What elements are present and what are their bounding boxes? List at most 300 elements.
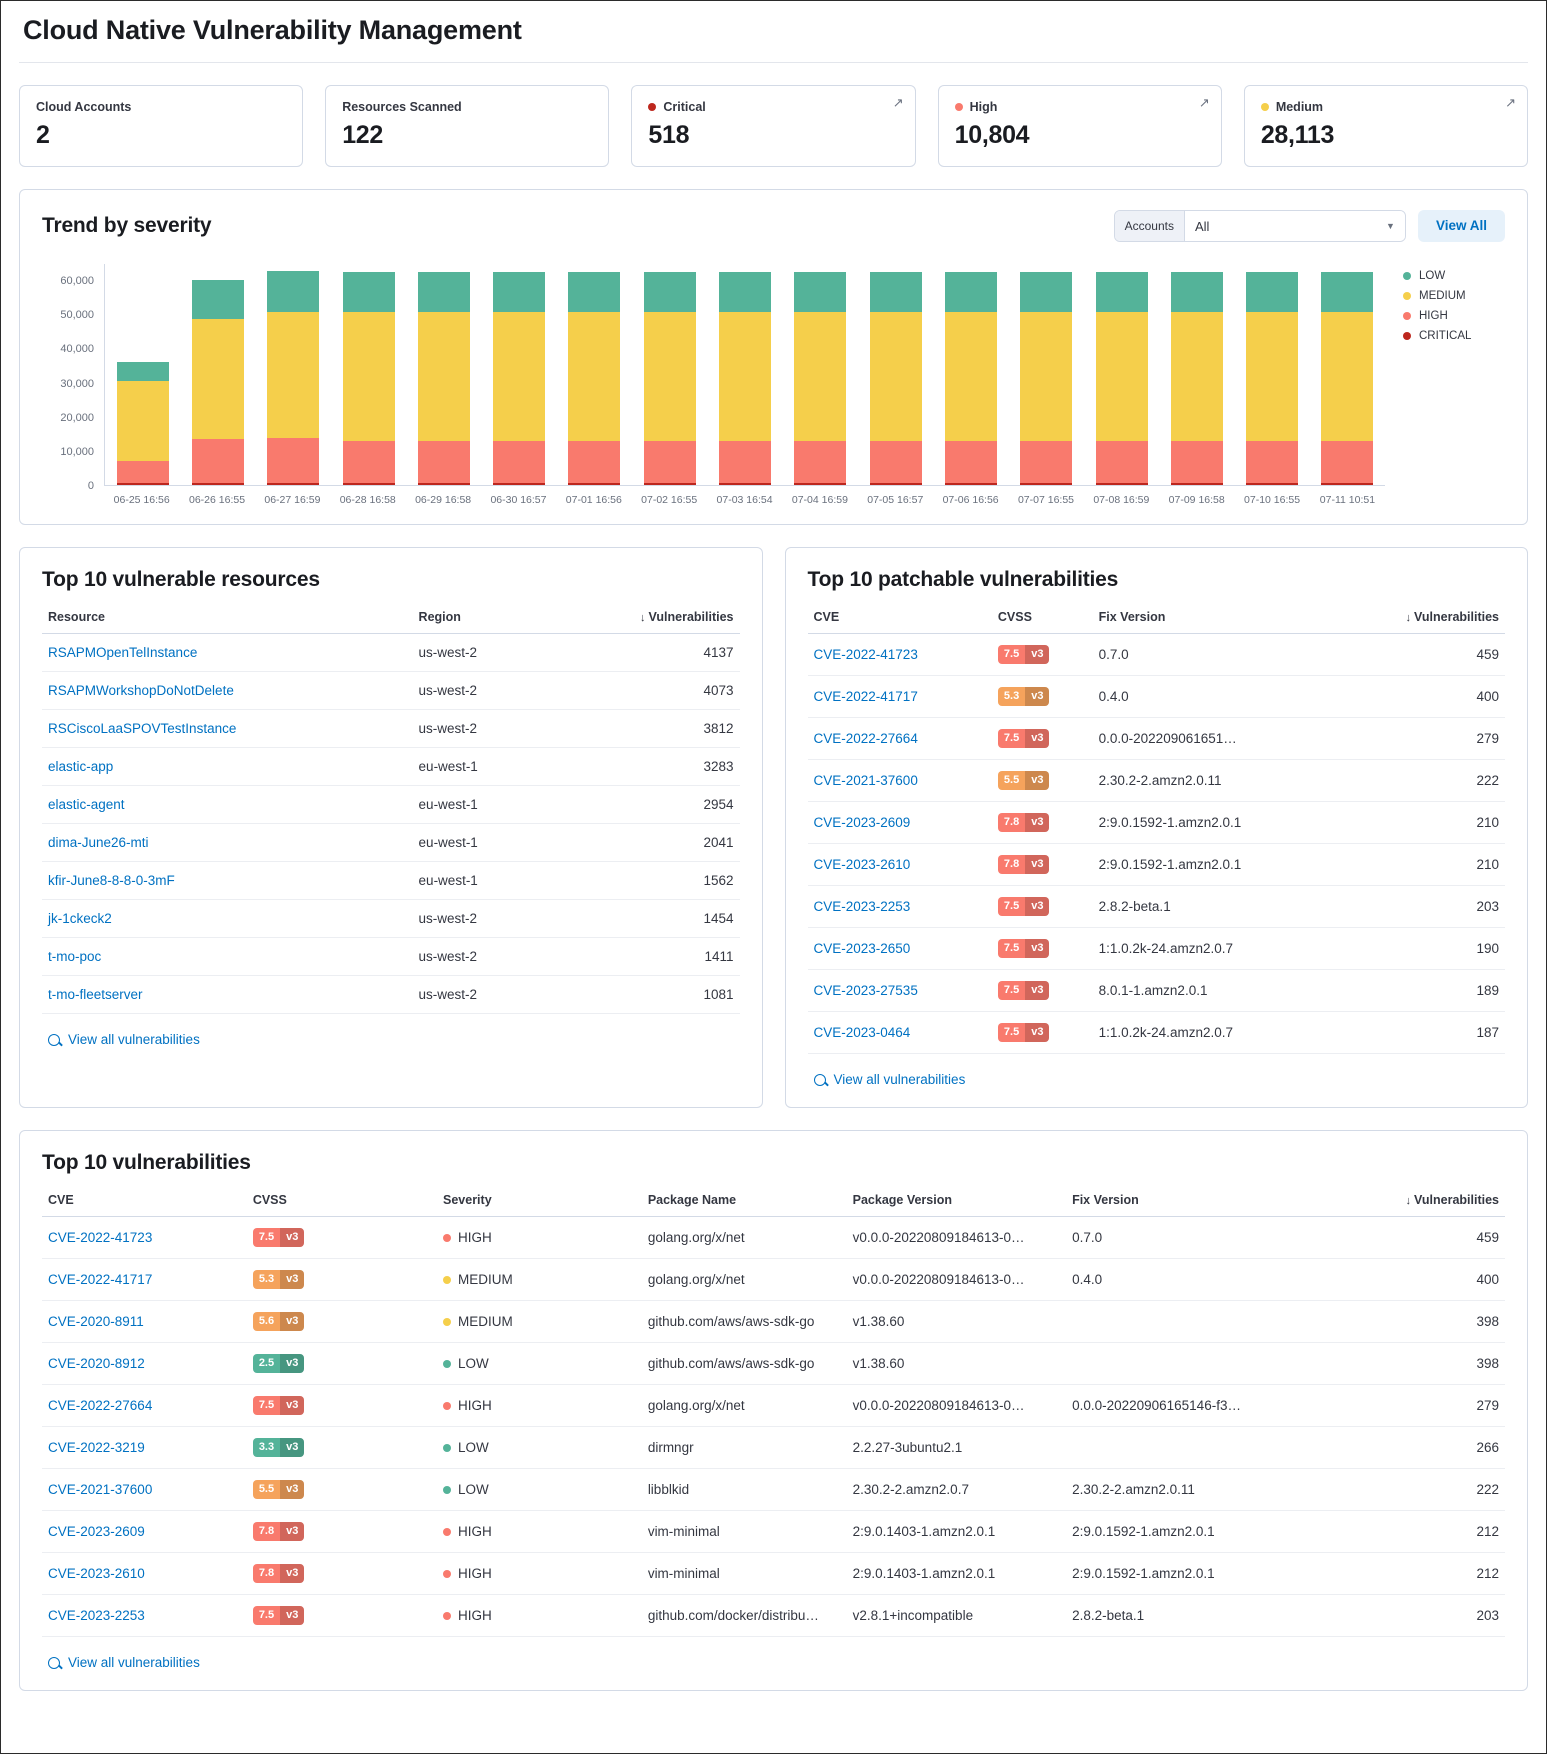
cvss-version: v3 — [280, 1270, 304, 1289]
package-name-cell: github.com/aws/aws-sdk-go — [642, 1343, 847, 1385]
table-row — [42, 786, 740, 824]
bar-segment-low — [1096, 272, 1148, 313]
cvss-cell — [247, 1553, 437, 1595]
vulnerabilities-view-all-link[interactable] — [42, 1637, 1505, 1672]
bar-segment-medium — [1171, 312, 1223, 441]
bar-segment-low — [1246, 272, 1298, 313]
patchable-panel-title: Top 10 patchable vulnerabilities — [807, 568, 1119, 591]
resource-link[interactable]: RSAPMWorkshopDoNotDelete — [42, 672, 413, 710]
fix-version-cell: 0.7.0 — [1066, 1217, 1329, 1259]
cvss-score: 7.5 — [1003, 942, 1020, 954]
bar-segment-low — [568, 272, 620, 313]
x-axis-labels — [104, 494, 1385, 506]
col-fix-version[interactable]: Fix Version — [1093, 592, 1338, 634]
package-version-cell: 2:9.0.1403-1.amzn2.0.1 — [847, 1511, 1066, 1553]
cvss-score: 7.5 — [1003, 1026, 1020, 1038]
bar-segment-high — [1020, 441, 1072, 483]
vulnerabilities-table — [42, 1175, 1505, 1637]
fix-version-cell: 2.30.2-2.amzn2.0.11 — [1066, 1469, 1329, 1511]
x-axis-tick: 06-26 16:55 — [189, 494, 246, 506]
cvss-version: v3 — [280, 1354, 304, 1373]
region-cell: us-west-2 — [413, 938, 545, 976]
table-row — [808, 634, 1506, 676]
cvss-score: 7.5 — [1003, 732, 1020, 744]
stacked-bar[interactable] — [794, 272, 846, 486]
resource-link[interactable]: kfir-June8-8-8-0-3mF — [42, 862, 413, 900]
search-icon — [814, 1074, 826, 1086]
region-cell: eu-west-1 — [413, 748, 545, 786]
cvss-version: v3 — [280, 1312, 304, 1331]
vulnerabilities-count: 212 — [1329, 1553, 1505, 1595]
col-package-version[interactable]: Package Version — [847, 1175, 1066, 1217]
bar-segment-high — [794, 441, 846, 483]
legend-dot-icon — [1403, 312, 1411, 320]
stat-label — [36, 100, 286, 114]
chevron-down-icon: ▼ — [1386, 221, 1395, 231]
bar-slot[interactable] — [858, 264, 933, 485]
col-cve[interactable]: CVE — [808, 592, 992, 634]
bar-segment-critical — [418, 483, 470, 485]
x-axis-tick: 07-01 16:56 — [565, 494, 622, 506]
region-cell: eu-west-1 — [413, 824, 545, 862]
bar-segment-critical — [1246, 483, 1298, 485]
bar-segment-low — [418, 272, 470, 313]
table-row — [42, 1385, 1505, 1427]
severity-dot-icon — [443, 1444, 451, 1452]
cvss-cell — [247, 1595, 437, 1637]
stacked-bar[interactable] — [493, 272, 545, 486]
bar-segment-high — [1171, 441, 1223, 483]
stat-card-cloud-accounts — [19, 85, 303, 167]
bar-segment-medium — [343, 312, 395, 440]
severity-dot-icon — [1261, 103, 1269, 111]
bar-segment-critical — [192, 483, 244, 485]
cve-link[interactable]: CVE-2023-2609 — [808, 802, 992, 844]
cvss-cell — [992, 802, 1093, 844]
table-row — [42, 1343, 1505, 1385]
bar-segment-high — [493, 441, 545, 483]
package-version-cell: 2.2.27-3ubuntu2.1 — [847, 1427, 1066, 1469]
cvss-version: v3 — [1025, 687, 1049, 706]
severity-cell — [437, 1301, 642, 1343]
stat-label-text: Medium — [1275, 100, 1324, 114]
stat-value: 518 — [648, 121, 690, 149]
vulnerabilities-count: 3812 — [544, 710, 739, 748]
package-version-cell: v0.0.0-20220809184613-0… — [847, 1217, 1066, 1259]
stacked-bar[interactable] — [945, 272, 997, 486]
cvss-score: 5.3 — [258, 1273, 275, 1285]
accounts-filter[interactable] — [1114, 210, 1406, 242]
package-name-cell: dirmngr — [642, 1427, 847, 1469]
vulnerabilities-view-all-label: View all vulnerabilities — [68, 1655, 200, 1670]
table-row — [808, 886, 1506, 928]
cvss-version: v3 — [1025, 939, 1049, 958]
resource-link[interactable]: elastic-app — [42, 748, 413, 786]
resource-link[interactable]: t-mo-fleetserver — [42, 976, 413, 1014]
cvss-badge — [253, 1606, 305, 1625]
cvss-cell — [992, 886, 1093, 928]
legend-item-high[interactable] — [1403, 310, 1505, 322]
stat-label-text: Cloud Accounts — [36, 100, 132, 114]
bar-slot[interactable] — [783, 264, 858, 485]
resource-link[interactable]: elastic-agent — [42, 786, 413, 824]
stacked-bar[interactable] — [1096, 272, 1148, 486]
table-row — [42, 824, 740, 862]
col-cvss[interactable]: CVSS — [992, 592, 1093, 634]
region-cell: us-west-2 — [413, 900, 545, 938]
vulnerabilities-count: 1081 — [544, 976, 739, 1014]
bar-slot[interactable] — [1009, 264, 1084, 485]
cvss-version: v3 — [1025, 813, 1049, 832]
stacked-bar[interactable] — [644, 272, 696, 486]
bar-slot[interactable] — [1159, 264, 1234, 485]
cvss-version: v3 — [280, 1396, 304, 1415]
stat-label — [342, 100, 592, 114]
cvss-cell — [992, 928, 1093, 970]
table-row — [42, 1595, 1505, 1637]
fix-version-cell: 2:9.0.1592-1.amzn2.0.1 — [1093, 802, 1338, 844]
cve-link[interactable]: CVE-2021-37600 — [42, 1469, 247, 1511]
patchable-view-all-label: View all vulnerabilities — [833, 1072, 966, 1087]
bar-segment-medium — [719, 312, 771, 441]
x-axis-tick: 06-28 16:58 — [339, 494, 396, 506]
package-version-cell: v0.0.0-20220809184613-0… — [847, 1259, 1066, 1301]
cve-link[interactable]: CVE-2023-2610 — [808, 844, 992, 886]
bar-segment-low — [343, 272, 395, 313]
fix-version-cell: 0.0.0-20220906165146-f3… — [1066, 1385, 1329, 1427]
cve-link[interactable]: CVE-2023-2650 — [808, 928, 992, 970]
bar-slot[interactable] — [481, 264, 556, 485]
cvss-cell — [992, 676, 1093, 718]
trend-chart — [42, 264, 1505, 506]
bar-slot[interactable] — [1084, 264, 1159, 485]
table-row — [42, 976, 740, 1014]
cvss-version: v3 — [1025, 645, 1049, 664]
accounts-select-value: All — [1194, 218, 1210, 234]
stacked-bar[interactable] — [418, 272, 470, 486]
bar-segment-low — [117, 362, 169, 381]
severity-label: LOW — [458, 1482, 489, 1497]
package-version-cell: v1.38.60 — [847, 1343, 1066, 1385]
cve-link[interactable]: CVE-2023-0464 — [808, 1012, 992, 1054]
stat-value: 2 — [36, 121, 50, 149]
cve-link[interactable]: CVE-2022-27664 — [42, 1385, 247, 1427]
trend-panel-header — [42, 210, 1505, 242]
table-row — [42, 1427, 1505, 1469]
bar-segment-critical — [945, 483, 997, 485]
table-row — [42, 862, 740, 900]
cve-link[interactable]: CVE-2022-41717 — [42, 1259, 247, 1301]
severity-dot-icon — [955, 103, 963, 111]
table-row — [42, 1259, 1505, 1301]
cve-link[interactable]: CVE-2020-8912 — [42, 1343, 247, 1385]
x-axis-tick: 07-05 16:57 — [867, 494, 924, 506]
vulnerabilities-count: 203 — [1329, 1595, 1505, 1637]
bar-segment-medium — [117, 381, 169, 461]
legend-dot-icon — [1403, 292, 1411, 300]
bar-segment-critical — [568, 483, 620, 485]
table-row — [808, 844, 1506, 886]
patchable-view-all-link[interactable] — [808, 1054, 1506, 1089]
bar-segment-low — [719, 272, 771, 313]
cve-link[interactable]: CVE-2022-41723 — [808, 634, 992, 676]
bar-segment-medium — [1321, 312, 1373, 441]
stacked-bar[interactable] — [870, 272, 922, 486]
vulnerabilities-count: 3283 — [544, 748, 739, 786]
vulnerabilities-count: 222 — [1338, 760, 1505, 802]
cvss-badge — [998, 855, 1050, 874]
package-version-cell: v2.8.1+incompatible — [847, 1595, 1066, 1637]
bar-slot[interactable] — [180, 264, 255, 485]
region-cell: us-west-2 — [413, 672, 545, 710]
sort-desc-icon: ↓ — [1405, 1195, 1412, 1207]
stacked-bar[interactable] — [192, 280, 244, 485]
bar-slot[interactable] — [105, 264, 180, 485]
table-row — [42, 1511, 1505, 1553]
cvss-score: 7.5 — [258, 1231, 275, 1243]
patchable-table-header-row — [808, 592, 1506, 634]
fix-version-cell: 2:9.0.1592-1.amzn2.0.1 — [1066, 1511, 1329, 1553]
chart-bars — [104, 264, 1385, 486]
bar-segment-low — [945, 272, 997, 313]
vulnerabilities-count: 190 — [1338, 928, 1505, 970]
region-cell: eu-west-1 — [413, 786, 545, 824]
cve-link[interactable]: CVE-2023-2253 — [42, 1595, 247, 1637]
severity-dot-icon — [443, 1276, 451, 1284]
accounts-select[interactable] — [1185, 211, 1405, 241]
resources-panel-title: Top 10 vulnerable resources — [42, 568, 320, 591]
bar-slot[interactable] — [256, 264, 331, 485]
x-axis-tick: 06-29 16:58 — [415, 494, 472, 506]
cve-link[interactable]: CVE-2023-27535 — [808, 970, 992, 1012]
vulnerabilities-count: 266 — [1329, 1427, 1505, 1469]
cve-link[interactable]: CVE-2022-41717 — [808, 676, 992, 718]
stacked-bar[interactable] — [343, 272, 395, 486]
severity-dot-icon — [648, 103, 656, 111]
col-cvss[interactable]: CVSS — [247, 1175, 437, 1217]
bar-slot[interactable] — [1310, 264, 1385, 485]
col-package-name[interactable]: Package Name — [642, 1175, 847, 1217]
package-version-cell: 2.30.2-2.amzn2.0.7 — [847, 1469, 1066, 1511]
resource-link[interactable]: RSCiscoLaaSPOVTestInstance — [42, 710, 413, 748]
bar-segment-low — [870, 272, 922, 313]
severity-dot-icon — [443, 1612, 451, 1620]
cvss-cell — [992, 844, 1093, 886]
cve-link[interactable]: CVE-2022-41723 — [42, 1217, 247, 1259]
resource-link[interactable]: RSAPMOpenTelInstance — [42, 634, 413, 672]
col-cve[interactable]: CVE — [42, 1175, 247, 1217]
bar-segment-high — [945, 441, 997, 483]
col-region[interactable]: Region — [413, 592, 545, 634]
severity-cell — [437, 1343, 642, 1385]
bar-segment-low — [1020, 272, 1072, 313]
cvss-badge — [253, 1480, 305, 1499]
stat-label-text: Critical — [663, 100, 706, 114]
severity-label: HIGH — [458, 1230, 492, 1245]
cve-link[interactable]: CVE-2022-27664 — [808, 718, 992, 760]
severity-cell — [437, 1427, 642, 1469]
tables-row — [19, 547, 1528, 1108]
bar-segment-medium — [945, 312, 997, 441]
resources-view-all-link[interactable] — [42, 1014, 740, 1049]
severity-label: HIGH — [458, 1566, 492, 1581]
bar-segment-critical — [719, 483, 771, 485]
bar-segment-critical — [870, 483, 922, 485]
page-title: Cloud Native Vulnerability Management — [23, 15, 522, 45]
x-axis-tick: 07-04 16:59 — [791, 494, 848, 506]
col-fix-version[interactable]: Fix Version — [1066, 1175, 1329, 1217]
stat-label — [1261, 100, 1511, 114]
cvss-badge — [998, 897, 1050, 916]
vulnerabilities-count: 1454 — [544, 900, 739, 938]
bar-slot[interactable] — [632, 264, 707, 485]
stat-label — [955, 100, 1205, 114]
region-cell: eu-west-1 — [413, 862, 545, 900]
stat-card-high — [938, 85, 1222, 167]
cve-link[interactable]: CVE-2021-37600 — [808, 760, 992, 802]
x-axis-tick: 06-30 16:57 — [490, 494, 547, 506]
col-vulnerabilities[interactable]: ↓ Vulnerabilities — [1329, 1175, 1505, 1217]
severity-cell — [437, 1595, 642, 1637]
table-row — [42, 672, 740, 710]
bar-segment-low — [1171, 272, 1223, 313]
x-axis-tick: 06-25 16:56 — [113, 494, 170, 506]
fix-version-cell: 0.0.0-202209061651… — [1093, 718, 1338, 760]
cvss-version: v3 — [280, 1564, 304, 1583]
stacked-bar[interactable] — [1171, 272, 1223, 486]
bar-slot[interactable] — [707, 264, 782, 485]
stacked-bar[interactable] — [1321, 272, 1373, 486]
cve-link[interactable]: CVE-2022-3219 — [42, 1427, 247, 1469]
col-severity[interactable]: Severity — [437, 1175, 642, 1217]
region-cell: us-west-2 — [413, 710, 545, 748]
cve-link[interactable]: CVE-2023-2253 — [808, 886, 992, 928]
cvss-badge — [998, 645, 1050, 664]
bar-slot[interactable] — [557, 264, 632, 485]
stat-value: 28,113 — [1260, 121, 1335, 149]
y-axis-labels — [42, 264, 98, 492]
bar-slot[interactable] — [1234, 264, 1309, 485]
severity-label: HIGH — [458, 1398, 492, 1413]
cve-link[interactable]: CVE-2023-2609 — [42, 1511, 247, 1553]
col-resource[interactable]: Resource — [42, 592, 413, 634]
cvss-score: 5.5 — [258, 1483, 275, 1495]
stacked-bar[interactable] — [1246, 272, 1298, 486]
x-axis-tick: 07-06 16:56 — [942, 494, 999, 506]
region-cell: us-west-2 — [413, 634, 545, 672]
col-vulnerabilities[interactable]: ↓ Vulnerabilities — [1338, 592, 1505, 634]
stacked-bar[interactable] — [117, 362, 169, 485]
fix-version-cell: 0.4.0 — [1066, 1259, 1329, 1301]
vulnerabilities-count: 203 — [1338, 886, 1505, 928]
y-axis-tick: 0 — [87, 480, 94, 492]
resources-view-all-label: View all vulnerabilities — [68, 1032, 200, 1047]
popout-icon[interactable]: ↗ — [1505, 95, 1517, 110]
severity-dot-icon — [443, 1360, 451, 1368]
stat-value: 10,804 — [954, 121, 1030, 149]
stacked-bar[interactable] — [568, 272, 620, 486]
cvss-badge — [253, 1522, 305, 1541]
table-row — [42, 900, 740, 938]
table-row — [808, 970, 1506, 1012]
stat-card-medium — [1244, 85, 1528, 167]
top-vulnerabilities-panel — [19, 1130, 1528, 1691]
cvss-badge — [998, 729, 1050, 748]
cvss-score: 7.5 — [1003, 900, 1020, 912]
fix-version-cell: 8.0.1-1.amzn2.0.1 — [1093, 970, 1338, 1012]
vulnerabilities-count: 279 — [1338, 718, 1505, 760]
vulnerabilities-count: 459 — [1329, 1217, 1505, 1259]
region-cell: us-west-2 — [413, 976, 545, 1014]
vulnerabilities-panel-title: Top 10 vulnerabilities — [42, 1151, 251, 1174]
severity-cell — [437, 1259, 642, 1301]
bar-segment-medium — [870, 312, 922, 441]
cvss-score: 7.8 — [258, 1567, 275, 1579]
cvss-badge — [253, 1438, 305, 1457]
cvss-badge — [998, 981, 1050, 1000]
x-axis-tick: 07-11 10:51 — [1319, 494, 1376, 506]
stacked-bar[interactable] — [719, 272, 771, 486]
severity-dot-icon — [443, 1402, 451, 1410]
vulnerabilities-table-header-row — [42, 1175, 1505, 1217]
bar-segment-high — [1321, 441, 1373, 483]
col-vulnerabilities[interactable]: ↓ Vulnerabilities — [544, 592, 739, 634]
fix-version-cell: 2:9.0.1592-1.amzn2.0.1 — [1066, 1553, 1329, 1595]
cvss-cell — [247, 1469, 437, 1511]
fix-version-cell: 0.4.0 — [1093, 676, 1338, 718]
cvss-badge — [253, 1270, 305, 1289]
table-row — [808, 928, 1506, 970]
bar-slot[interactable] — [331, 264, 406, 485]
legend-item-critical[interactable] — [1403, 330, 1505, 342]
summary-stats-row — [19, 85, 1528, 167]
bar-segment-high — [870, 441, 922, 483]
view-all-button[interactable]: View All — [1418, 210, 1505, 242]
legend-item-medium[interactable] — [1403, 290, 1505, 302]
resource-link[interactable]: t-mo-poc — [42, 938, 413, 976]
severity-dot-icon — [443, 1528, 451, 1536]
vulnerabilities-count: 398 — [1329, 1301, 1505, 1343]
resource-link[interactable]: dima-June26-mti — [42, 824, 413, 862]
table-row — [42, 1301, 1505, 1343]
cvss-badge — [253, 1228, 305, 1247]
bar-segment-low — [192, 280, 244, 319]
vulnerabilities-count: 1411 — [544, 938, 739, 976]
bar-slot[interactable] — [406, 264, 481, 485]
cvss-badge — [253, 1564, 305, 1583]
cvss-badge — [253, 1354, 305, 1373]
bar-segment-critical — [493, 483, 545, 485]
vulnerabilities-count: 222 — [1329, 1469, 1505, 1511]
resource-link[interactable]: jk-1ckeck2 — [42, 900, 413, 938]
stacked-bar[interactable] — [267, 271, 319, 485]
bar-slot[interactable] — [933, 264, 1008, 485]
cve-link[interactable]: CVE-2020-8911 — [42, 1301, 247, 1343]
package-name-cell: golang.org/x/net — [642, 1217, 847, 1259]
popout-icon[interactable]: ↗ — [892, 95, 904, 110]
legend-dot-icon — [1403, 332, 1411, 340]
popout-icon[interactable]: ↗ — [1198, 95, 1210, 110]
vulnerabilities-count: 1562 — [544, 862, 739, 900]
x-axis-tick: 07-10 16:55 — [1244, 494, 1301, 506]
package-name-cell: golang.org/x/net — [642, 1259, 847, 1301]
cvss-cell — [992, 1012, 1093, 1054]
cve-link[interactable]: CVE-2023-2610 — [42, 1553, 247, 1595]
legend-item-low[interactable] — [1403, 270, 1505, 282]
severity-dot-icon — [443, 1318, 451, 1326]
vulnerabilities-count: 189 — [1338, 970, 1505, 1012]
stacked-bar[interactable] — [1020, 272, 1072, 486]
